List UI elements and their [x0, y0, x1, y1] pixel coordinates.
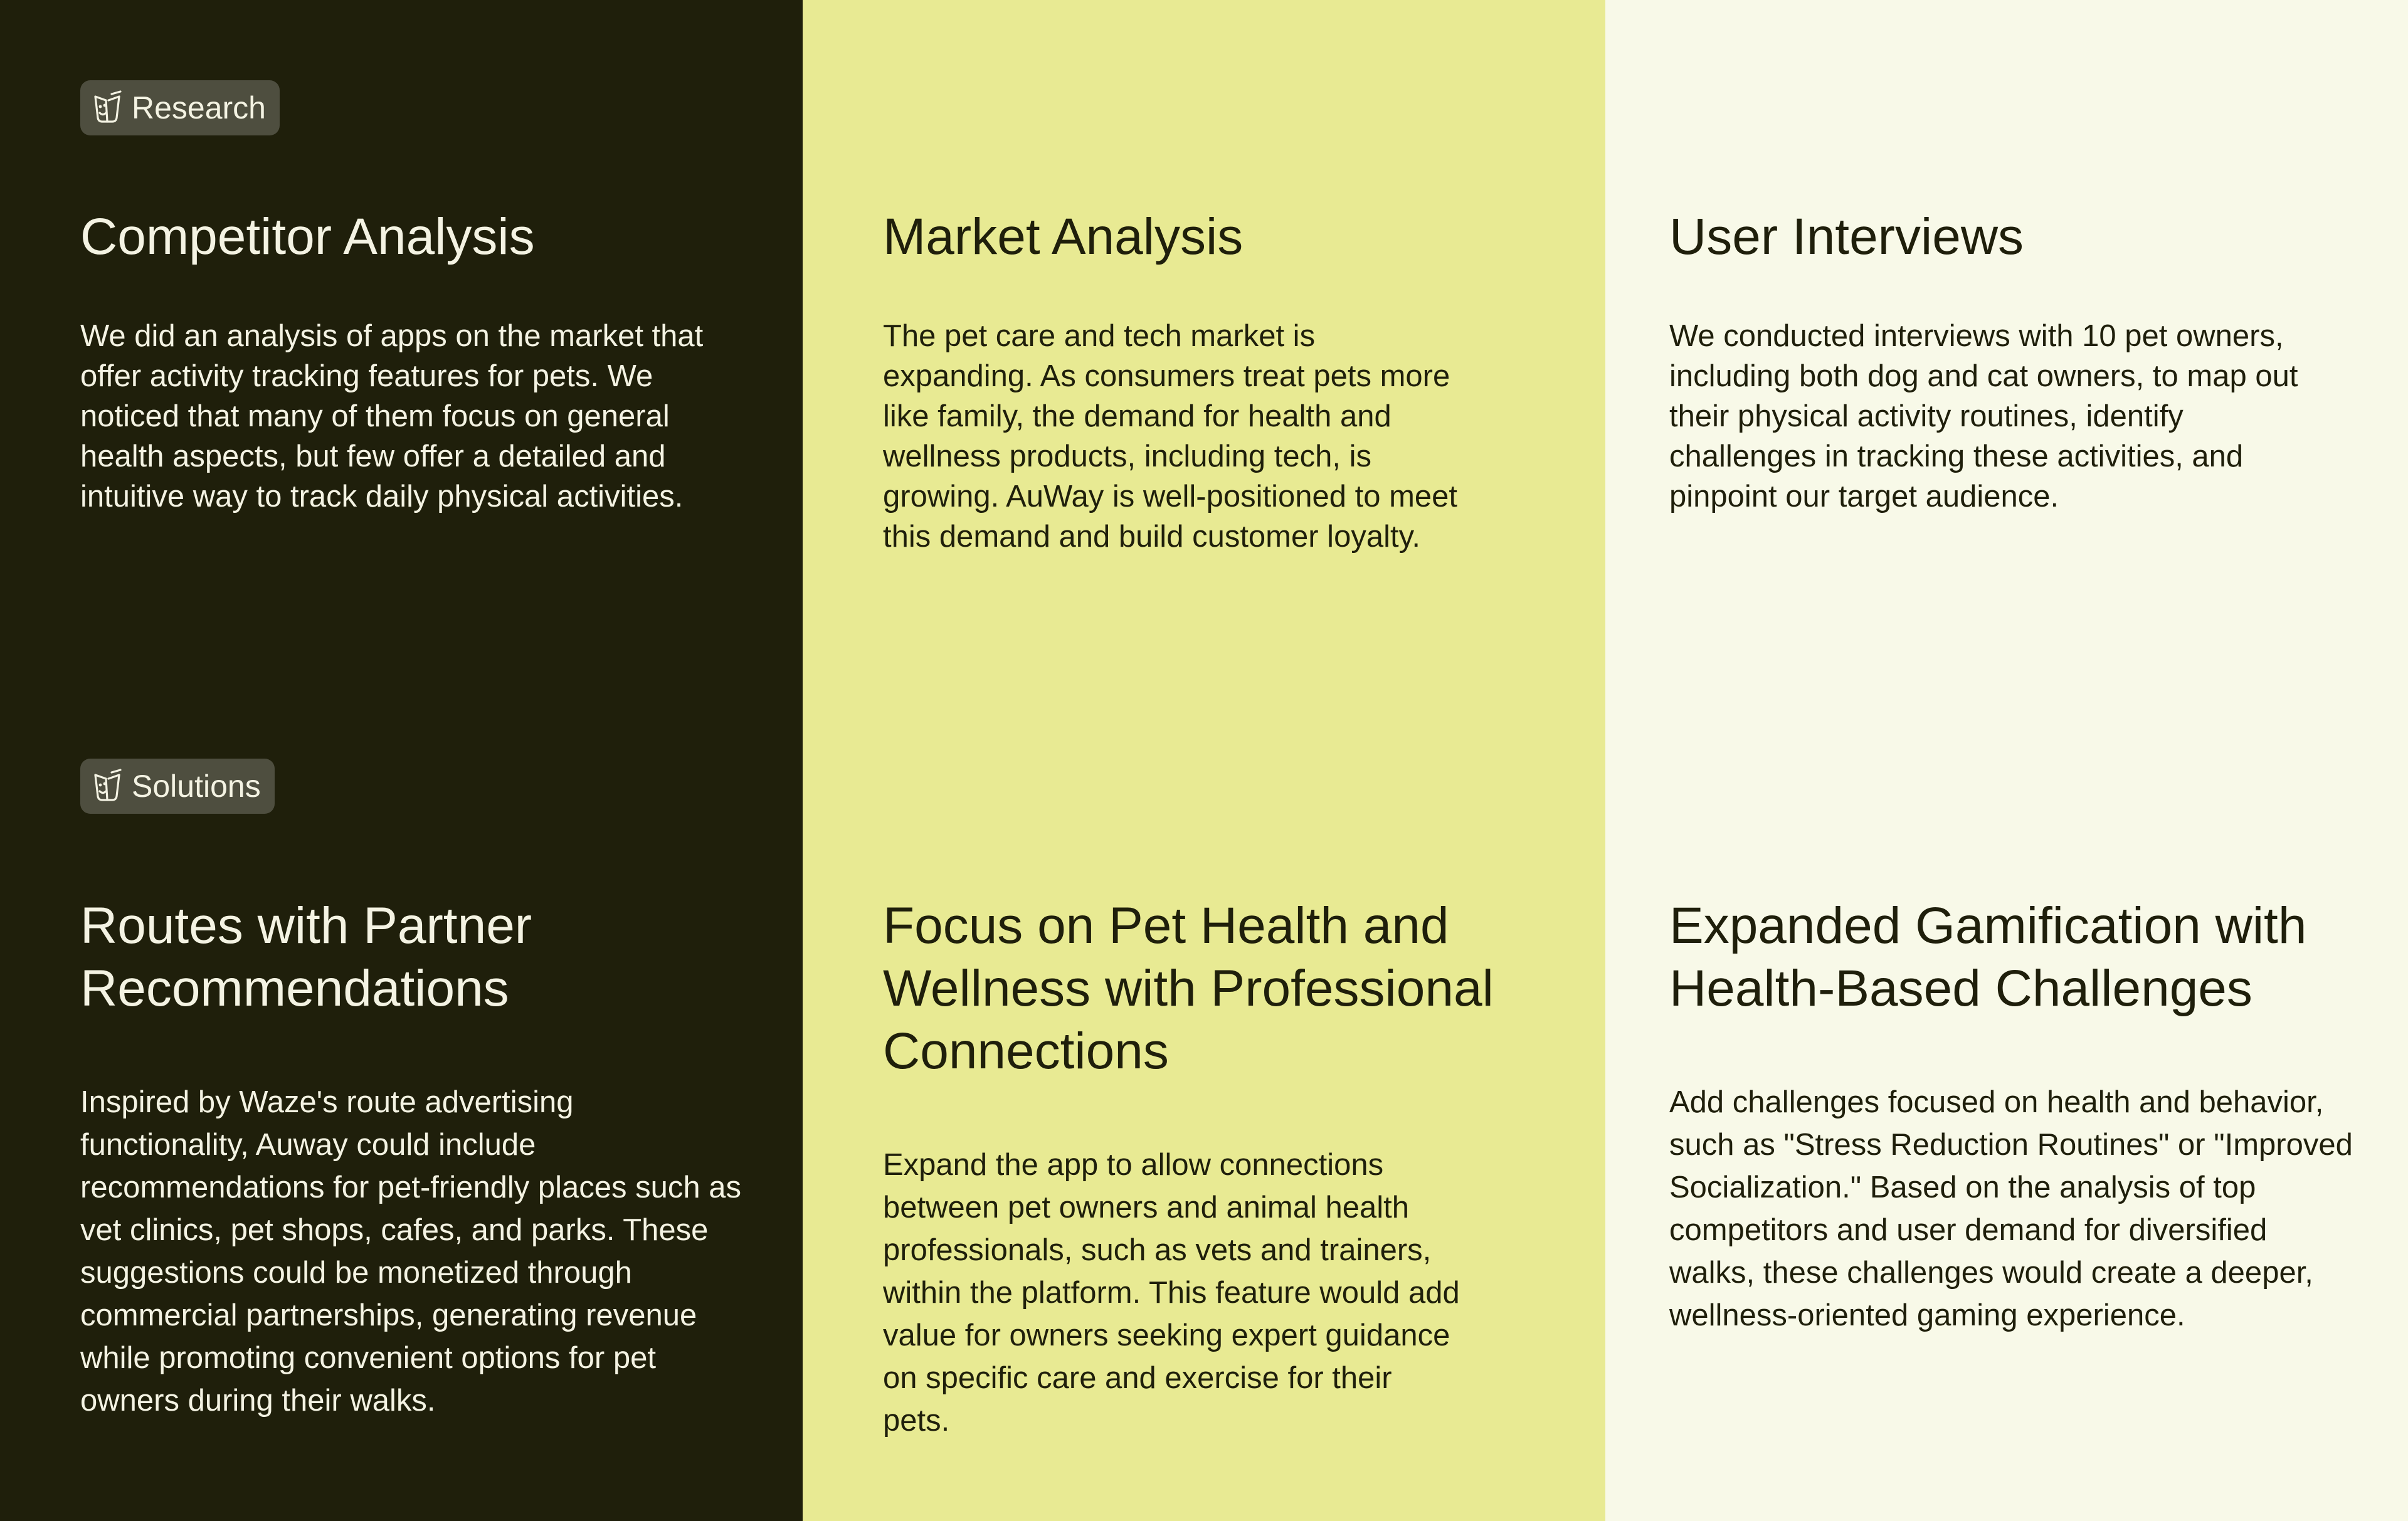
- research-icon: [92, 769, 123, 804]
- card-body: We conducted interviews with 10 pet owners, including both dog and cat owners, to map out their physical activity routines, identify challenges in tracking these activities, and pinpoint our target audience.: [1669, 319, 2298, 513]
- card-title: Market Analysis: [883, 208, 1244, 265]
- column-cream: [1605, 0, 2408, 1521]
- card-body: Expand the app to allow connections between pet owners and animal health professionals, such as vets and trainers, within the platform. This feature would add value for owners seeking expert guidance on specific care and exercise for their pets.: [883, 1148, 1460, 1438]
- research-icon: [92, 90, 123, 125]
- card-title: Competitor Analysis: [80, 208, 535, 265]
- column-dark: [0, 0, 803, 1521]
- research-badge-label: Research: [132, 90, 266, 125]
- card-title: User Interviews: [1669, 208, 2024, 265]
- solutions-badge-label: Solutions: [132, 769, 261, 804]
- card-body: Inspired by Waze's route advertising functionality, Auway could include recommendations for pet-friendly places such as vet clinics, pet shops, cafes, and parks. These suggestions could be monetized through commercial partnerships, generating revenue while promoting convenient options for pet owners during their walks.: [80, 1085, 742, 1418]
- research-badge: [80, 80, 280, 135]
- card-body: Add challenges focused on health and behavior, such as "Stress Reduction Routines" or "Improved Socialization." Based on the analysis of top competitors and user demand for diversified walks, these challenges would create a deeper, wellness-oriented gaming experience.: [1669, 1085, 2353, 1332]
- card-title: Focus on Pet Health and Wellness with Professional Connections: [883, 897, 1494, 1080]
- card-title: Routes with Partner Recommendations: [80, 897, 532, 1017]
- card-body: We did an analysis of apps on the market that offer activity tracking features for pets. We noticed that many of them focus on general health aspects, but few offer a detailed and intuitive way to track daily physical activities.: [80, 319, 704, 513]
- solutions-badge: [80, 759, 275, 814]
- column-yellow: [803, 0, 1605, 1521]
- card-body: The pet care and tech market is expanding. As consumers treat pets more like family, the demand for health and wellness products, including tech, is growing. AuWay is well-positioned to meet this demand and build customer loyalty.: [883, 319, 1457, 554]
- card-title: Expanded Gamification with Health-Based Challenges: [1669, 897, 2307, 1017]
